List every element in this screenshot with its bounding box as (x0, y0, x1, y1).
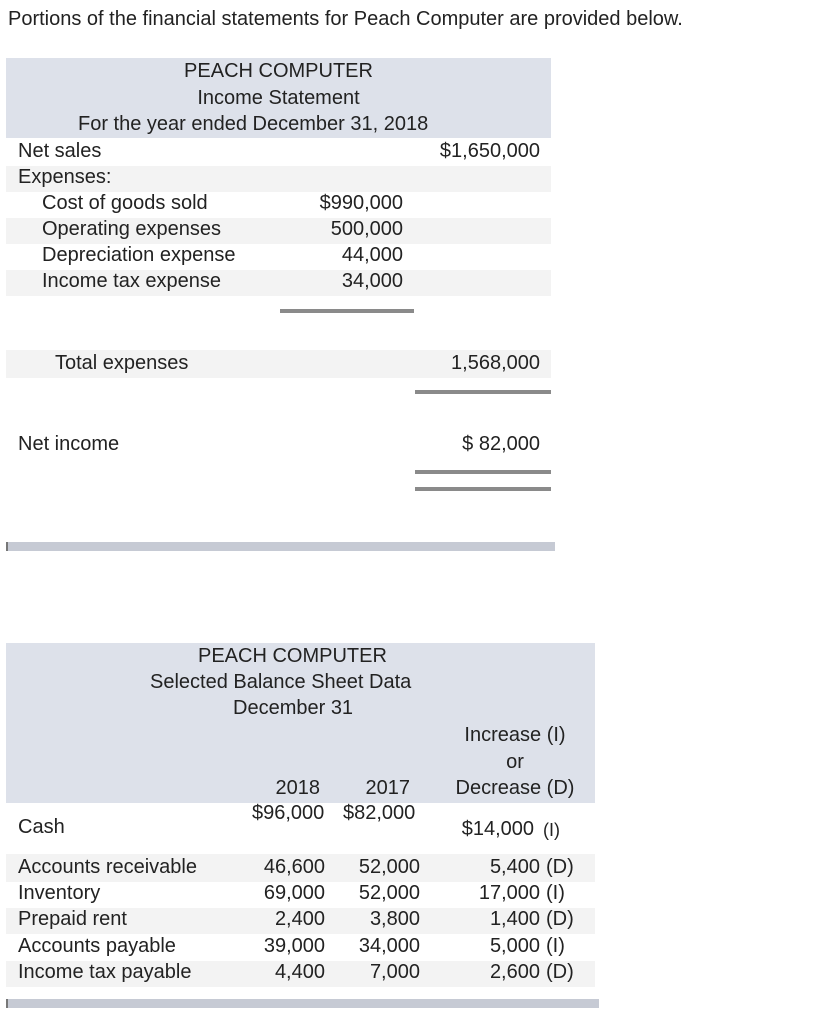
expense-value: $990,000 (319, 192, 403, 214)
bs-row-dir: (D) (546, 856, 574, 878)
bs-row-change: $14,000 (461, 818, 534, 840)
change-header-line2: or (506, 751, 524, 773)
bs-row-change: 1,400 (489, 908, 540, 930)
expense-value: 34,000 (341, 270, 403, 292)
bs-row-2017: $82,000 (343, 802, 416, 824)
bs-row-change: 2,600 (489, 961, 540, 983)
change-header-line3: Decrease (D) (455, 777, 575, 799)
bs-row-label: Accounts receivable (18, 856, 197, 878)
bs-row-change: 5,400 (489, 856, 540, 878)
balance-company (6, 643, 595, 669)
bs-row-label: Inventory (18, 882, 101, 904)
bs-row-dir: (I) (543, 820, 560, 840)
total-expenses-label: Total expenses (55, 352, 189, 374)
bs-row-label: Cash (18, 816, 65, 838)
bs-row-change: 17,000 (478, 882, 540, 904)
net-income-value: $ 82,000 (462, 433, 540, 455)
col-2018-header: 2018 (275, 777, 320, 799)
bs-row-2018: 4,400 (274, 961, 325, 983)
bs-row-2017: 3,800 (369, 908, 420, 930)
bs-row-2018: 69,000 (263, 882, 325, 904)
balance-date: December 31 (233, 697, 354, 719)
bs-row-dir: (I) (546, 882, 565, 904)
income-title: Income Statement (197, 87, 360, 109)
expense-label: Operating expenses (42, 218, 222, 240)
net-sales-label: Net sales (18, 140, 102, 162)
bs-row-dir: (D) (546, 961, 574, 983)
bs-row-2018: 39,000 (263, 935, 325, 957)
bs-row-2018: $96,000 (252, 802, 325, 824)
balance-company-text: PEACH COMPUTER (198, 645, 387, 667)
net-income-label: Net income (18, 433, 120, 455)
net-income-double-underline-top (415, 470, 551, 474)
expense-label: Cost of goods sold (42, 192, 208, 214)
bs-row-2017: 7,000 (369, 961, 420, 983)
bs-row-label: Income tax payable (18, 961, 192, 983)
expense-label: Income tax expense (42, 270, 221, 292)
balance-title: Selected Balance Sheet Data (150, 671, 412, 693)
total-expenses-value: 1,568,000 (451, 352, 540, 374)
change-header-line1: Increase (I) (464, 724, 566, 746)
col-2017-header: 2017 (365, 777, 410, 799)
bs-row-2018: 46,600 (263, 856, 325, 878)
bs-row-label: Prepaid rent (18, 908, 127, 930)
bs-row-dir: (D) (546, 908, 574, 930)
income-period: For the year ended December 31, 2018 (78, 113, 429, 135)
bs-row-2018: 2,400 (274, 908, 325, 930)
bs-row-label: Accounts payable (18, 935, 176, 957)
expense-label: Depreciation expense (42, 244, 236, 266)
bs-row-change: 5,000 (489, 935, 540, 957)
bs-row-dir: (I) (546, 935, 565, 957)
net-income-double-underline-bottom (415, 487, 551, 491)
income-company: PEACH COMPUTER (184, 60, 373, 82)
balance-bottom-bar (6, 999, 599, 1008)
bs-row-2017: 52,000 (358, 856, 420, 878)
expenses-label: Expenses: (18, 166, 112, 188)
expense-value: 44,000 (341, 244, 403, 266)
intro-text: Portions of the financial statements for Peach Computer are provided below. (8, 8, 683, 30)
bs-row-2017: 34,000 (358, 935, 420, 957)
total-expenses-underline (415, 390, 551, 394)
bs-row-2017: 52,000 (358, 882, 420, 904)
expense-value: 500,000 (330, 218, 403, 240)
net-sales-value: $1,650,000 (439, 140, 540, 162)
income-bottom-bar (6, 542, 555, 551)
expenses-underline (280, 309, 414, 313)
